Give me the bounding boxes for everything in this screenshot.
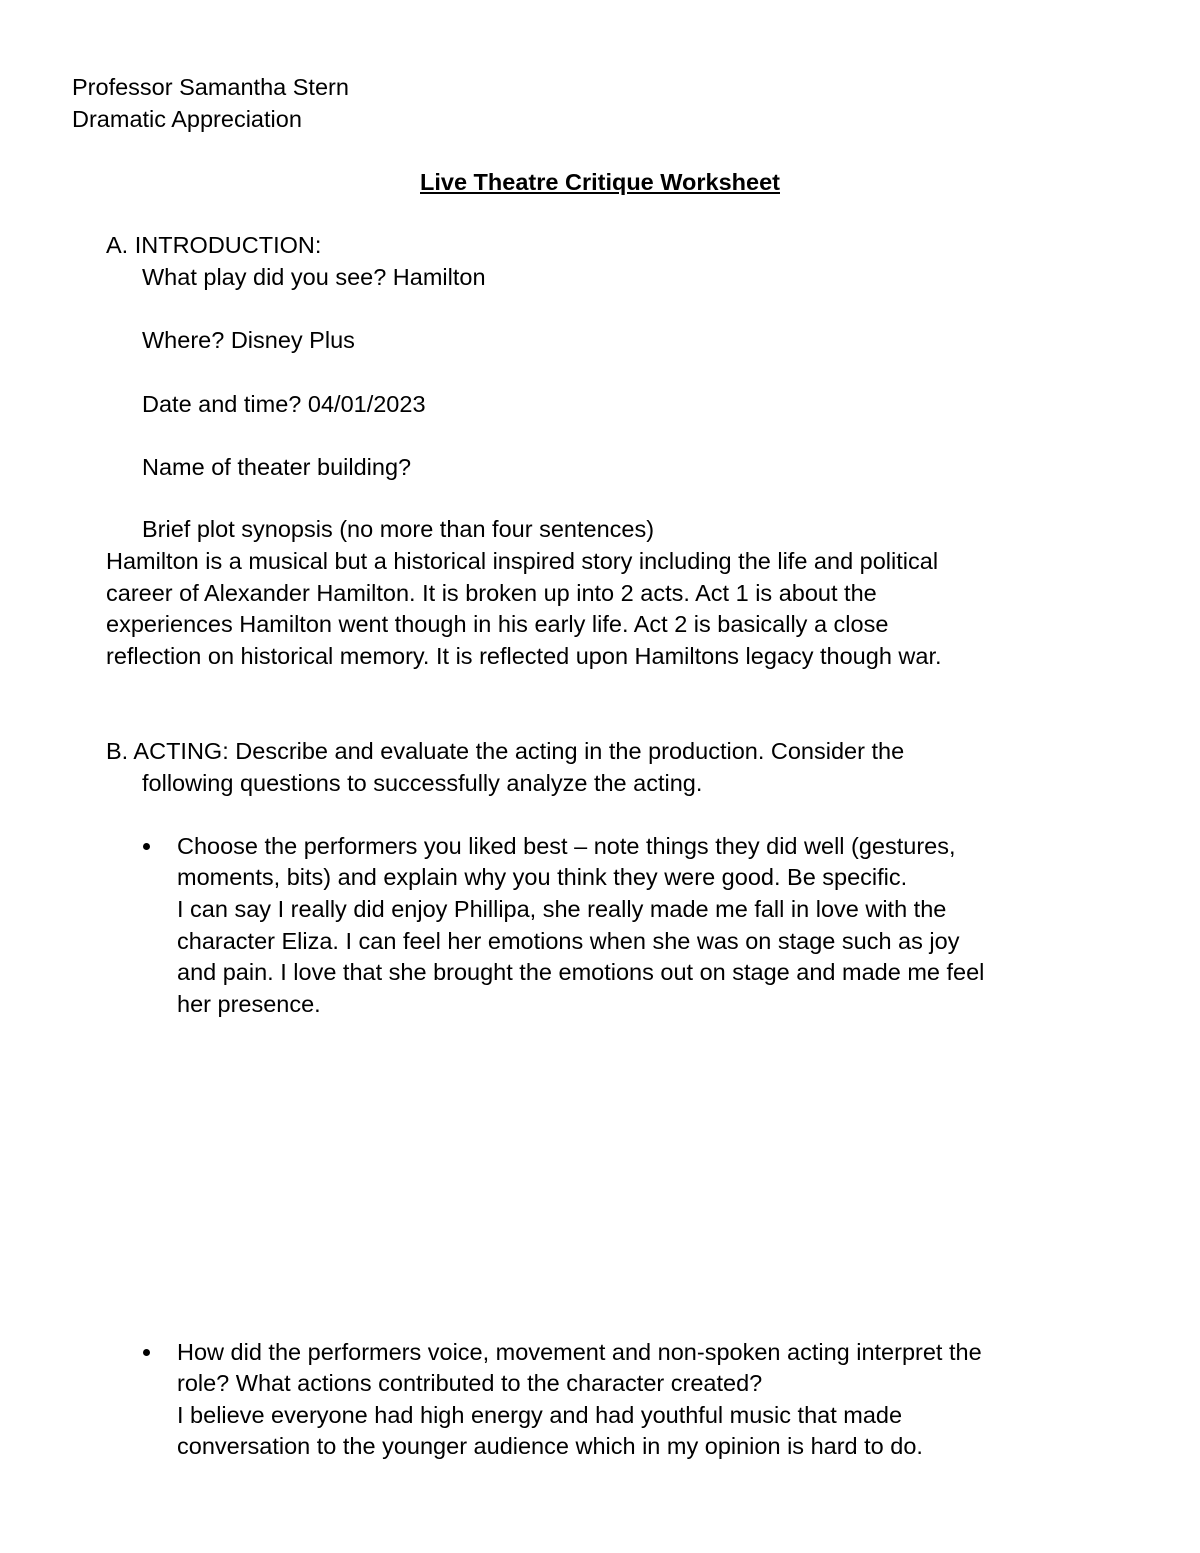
play-line: What play did you see? Hamilton: [142, 264, 486, 290]
bullet1-answer: character Eliza. I can feel her emotions when she was on stage such as joy: [177, 928, 960, 954]
bullet2-answer: conversation to the younger audience which in my opinion is hard to do.: [177, 1433, 923, 1459]
synopsis-line: Hamilton is a musical but a historical inspired story including the life and political: [106, 548, 939, 574]
section-b-heading: B. ACTING: Describe and evaluate the acting in the production. Consider the: [106, 738, 905, 764]
synopsis-line: experiences Hamilton went though in his early life. Act 2 is basically a close: [106, 611, 889, 637]
theater-line: Name of theater building?: [142, 454, 412, 480]
bullet1-answer: her presence.: [177, 991, 321, 1017]
synopsis-line: reflection on historical memory. It is reflected upon Hamiltons legacy though war.: [106, 643, 942, 669]
date-line: Date and time? 04/01/2023: [142, 391, 426, 417]
section-b-heading-cont: following questions to successfully analyze the acting.: [142, 770, 703, 796]
bullet1-question: Choose the performers you liked best – note things they did well (gestures,: [177, 833, 956, 859]
bullet2-question: role? What actions contributed to the character created?: [177, 1370, 763, 1396]
bullet2-question: How did the performers voice, movement and non-spoken acting interpret the: [177, 1339, 982, 1365]
synopsis-prompt: Brief plot synopsis (no more than four sentences): [142, 516, 655, 542]
section-a-heading: A. INTRODUCTION:: [106, 232, 322, 258]
bullet2-answer: I believe everyone had high energy and had youthful music that made: [177, 1402, 903, 1428]
synopsis-line: career of Alexander Hamilton. It is broken up into 2 acts. Act 1 is about the: [106, 580, 877, 606]
bullet1-answer: I can say I really did enjoy Phillipa, she really made me fall in love with the: [177, 896, 947, 922]
bullet1-answer: and pain. I love that she brought the emotions out on stage and made me feel: [177, 959, 985, 985]
bullet1-question: moments, bits) and explain why you think they were good. Be specific.: [177, 864, 908, 890]
bullet-icon: [143, 1349, 150, 1356]
course-name: Dramatic Appreciation: [72, 106, 302, 132]
professor-name: Professor Samantha Stern: [72, 74, 349, 100]
page-title: Live Theatre Critique Worksheet: [420, 169, 780, 195]
where-line: Where? Disney Plus: [142, 327, 355, 353]
bullet-icon: [143, 843, 150, 850]
